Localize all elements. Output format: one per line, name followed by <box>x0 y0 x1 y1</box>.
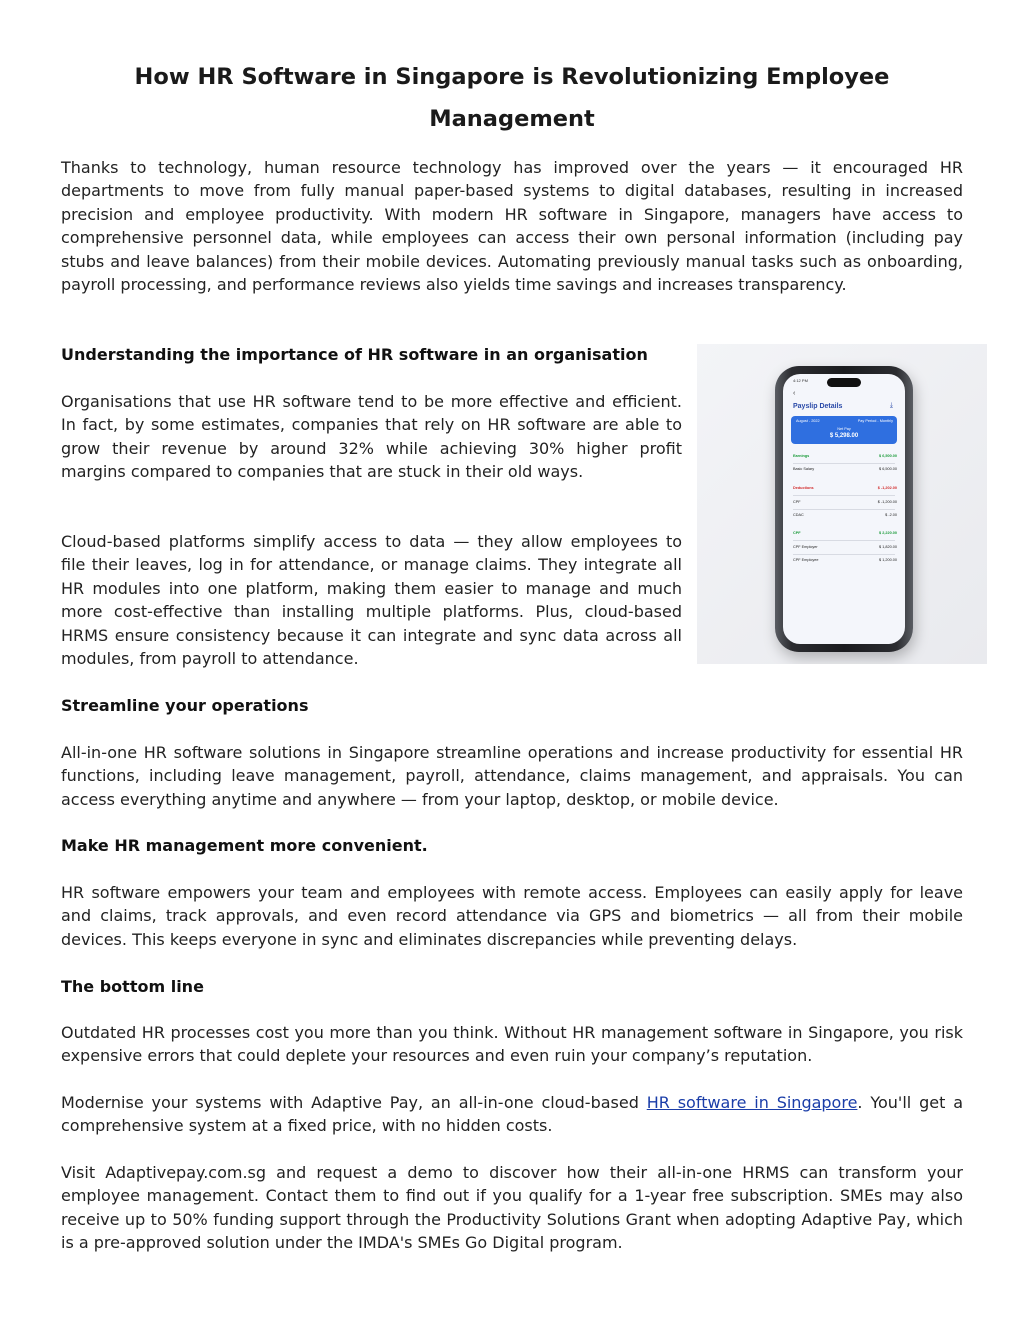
row-cpf-employee <box>793 558 897 566</box>
divider <box>793 463 895 464</box>
row-cpf-total <box>793 531 897 539</box>
paragraph-visit: Visit Adaptivepay.com.sg and request a demo to discover how their all-in-one HRMS can transform your employee management. Contact them to find out if you qualify for a 1-year free subscription. SMEs may also receive up to 50% funding support through the Productivity Solutions Grant when adopting Adaptive Pay, which is a pre-approved solution under the IMDA's SMEs Go Digital program. <box>61 1163 963 1253</box>
row-cpf-deduction <box>793 500 897 508</box>
title-line-1: How HR Software in Singapore is Revolutionizing Employee <box>134 64 890 90</box>
divider <box>793 540 895 541</box>
row-label: Basic Salary <box>793 467 815 471</box>
row-basic-salary <box>793 467 897 475</box>
pay-month: August - 2022 <box>796 419 820 423</box>
paragraph-convenient: HR software empowers your team and employees with remote access. Employees can easily apply for leave and claims, track approvals, and even record attendance via GPS and biometrics — all from their mobile devices. This keeps everyone in sync and eliminates discrepancies while preventing delays. <box>61 883 963 949</box>
net-pay-label: Net Pay <box>837 427 851 431</box>
divider <box>793 509 895 510</box>
row-deductions <box>793 486 897 494</box>
row-value: $ 6,500.00 <box>879 454 897 458</box>
download-icon: ⤓ <box>889 402 893 409</box>
pay-period: Pay Period - Monthly <box>857 419 893 423</box>
title-line-2: Management <box>429 106 595 132</box>
section-heading-streamline: Streamline your operations <box>61 696 309 715</box>
paragraph-modernise <box>61 1091 963 1138</box>
modernise-text-after: . You'll get a comprehensive system at a fixed price, with no hidden costs. <box>61 1093 963 1136</box>
row-value: $ -2.00 <box>885 513 897 517</box>
payslip-phone-image <box>697 344 987 664</box>
phone-screen <box>783 374 905 644</box>
row-value: $ -1,202.00 <box>877 486 897 490</box>
row-value: $ 2,220.00 <box>879 531 897 535</box>
article-title <box>60 56 964 140</box>
hr-software-link[interactable]: HR software in Singapore <box>646 1093 858 1112</box>
row-label: Deductions <box>793 486 814 490</box>
row-label: CPF <box>793 500 801 504</box>
payslip-title: Payslip Details <box>793 403 843 410</box>
paragraph-importance-2: Cloud-based platforms simplify access to data — they allow employees to file their leaves, log in for attendance, or manage claims. They integrate all HR modules into one platform, making them easier to manage and much more cost-effective than installing multiple platforms. Plus, cloud-based HRMS ensure consistency because it can integrate and sync data across all modules, from payroll to attendance. <box>61 532 682 669</box>
divider <box>793 554 895 555</box>
paragraph-importance-1: Organisations that use HR software tend to be more effective and efficient. In fact, by some estimates, companies that rely on HR software are able to grow their revenue by around 32% while achieving 30% higher profit margins compared to companies that are stuck in their old ways. <box>61 392 682 482</box>
section-heading-convenient: Make HR management more convenient. <box>61 836 428 855</box>
row-value: $ -1,200.00 <box>877 500 897 504</box>
row-label: Earnings <box>793 454 810 458</box>
modernise-text-before: Modernise your systems with Adaptive Pay, an all-in-one cloud-based <box>61 1093 647 1112</box>
back-arrow-icon: ‹ <box>793 390 796 397</box>
paragraph-bottom-line: Outdated HR processes cost you more than you think. Without HR management software in Singapore, you risk expensive errors that could deplete your resources and even ruin your company’s reputation. <box>61 1023 963 1066</box>
status-time: 4:12 PM <box>793 378 808 383</box>
paragraph-streamline: All-in-one HR software solutions in Singapore streamline operations and increase productivity for essential HR functions, including leave management, payroll, attendance, claims management, and appraisals. You can access everything anytime and anywhere — from your laptop, desktop, or mobile device. <box>61 743 963 809</box>
intro-paragraph: Thanks to technology, human resource technology has improved over the years — it encouraged HR departments to move from fully manual paper-based systems to digital databases, resulting in increased precision and employee productivity. With modern HR software in Singapore, managers have access to comprehensive personnel data, while employees can access their own personal information (including pay stubs and leave balances) from their mobile devices. Automating previously manual tasks such as onboarding, payroll processing, and performance reviews also yields time savings and increases transparency. <box>61 158 963 295</box>
row-cdac <box>793 513 897 521</box>
dynamic-island <box>827 378 861 387</box>
row-label: CPF Employer <box>793 545 818 549</box>
row-label: CPF Employee <box>793 558 819 562</box>
row-label: CPF <box>793 531 801 535</box>
net-pay-value: $ 5,298.00 <box>829 433 859 439</box>
row-earnings <box>793 454 897 462</box>
row-label: CDAC <box>793 513 804 517</box>
row-cpf-employer <box>793 545 897 553</box>
divider <box>793 495 895 496</box>
row-value: $ 6,500.00 <box>879 467 897 471</box>
section-heading-importance: Understanding the importance of HR software in an organisation <box>61 345 648 364</box>
net-pay-card <box>791 416 897 444</box>
row-value: $ 1,820.00 <box>879 545 897 549</box>
section-heading-bottom-line: The bottom line <box>61 977 204 996</box>
row-value: $ 1,200.00 <box>879 558 897 562</box>
phone-frame <box>775 366 913 652</box>
